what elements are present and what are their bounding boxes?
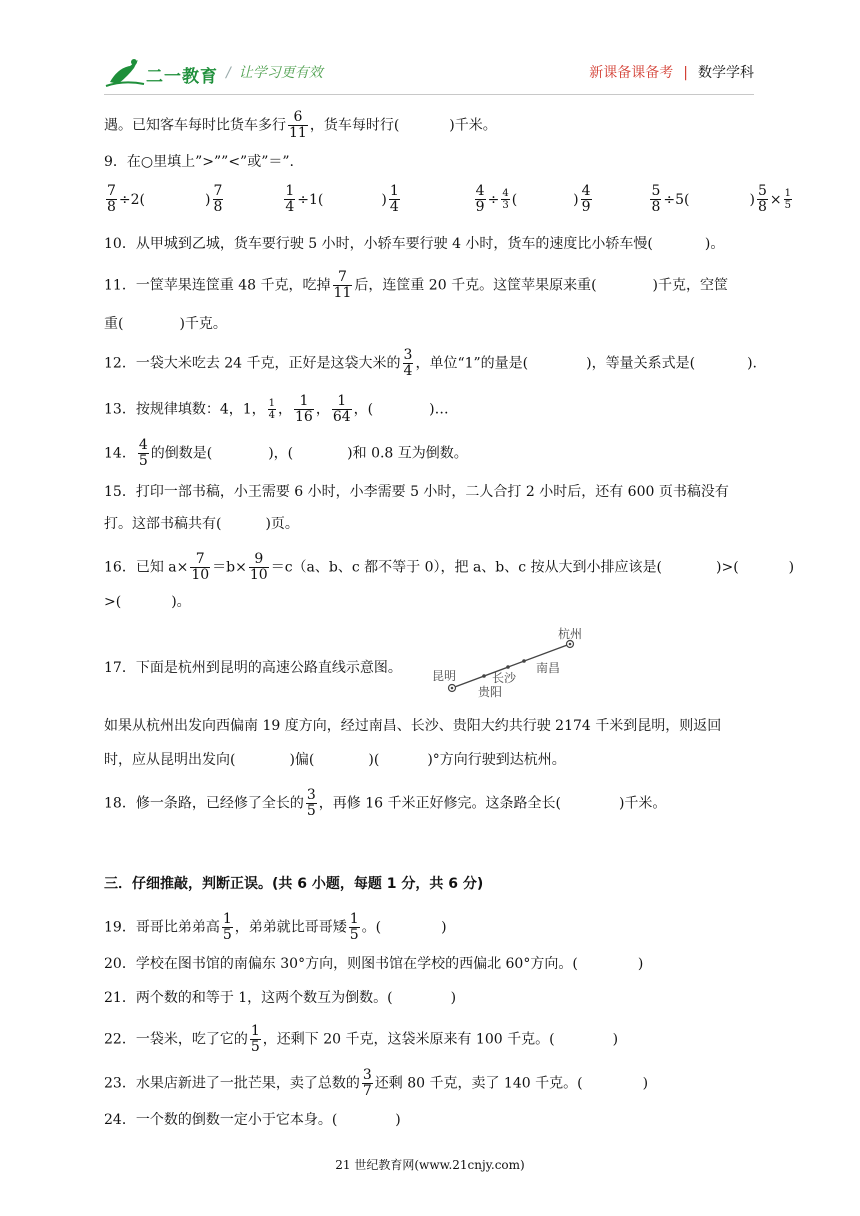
question-17: 17．下面是杭州到昆明的高速公路直线示意图。 (104, 660, 402, 676)
question-19: 19．哥哥比弟弟高 $\frac{1}{5}$ ，弟弟就比哥哥矮 $\frac{1}{5}$ 。( ) (104, 911, 447, 943)
label-kunming: 昆明 (432, 669, 457, 683)
logo-text: 二一教育 (146, 67, 218, 87)
question-24: 24．一个数的倒数一定小于它本身。( ) (104, 1112, 401, 1128)
nanchang-point (522, 659, 526, 663)
label-changsha: 长沙 (492, 671, 517, 685)
label-hangzhou: 杭州 (558, 627, 583, 641)
question-17-cont: 时，应从昆明出发向( )偏( )( )°方向行驶到达杭州。 (104, 752, 566, 768)
question-17-body: 如果从杭州出发向西偏南 19 度方向，经过南昌、长沙、贵阳大约共行驶 2174 千米到昆明，则返回 (104, 718, 722, 734)
q9-item-3: $\frac{4}{9}$ ÷ $\frac{4}{3}$ ( ) $\frac{4}{9}$ (475, 183, 591, 215)
question-22: 22．一袋米，吃了它的 $\frac{1}{5}$ ，还剩下 20 千克，这袋米原来有 100 千克。( ) (104, 1023, 619, 1055)
label-guiyang: 贵阳 (478, 685, 503, 699)
q9-item-4: $\frac{5}{8}$ ÷5( ) $\frac{5}{8}$ × $\frac{1}{5}$ (651, 183, 791, 215)
question-20: 20．学校在图书馆的南偏东 30°方向，则图书馆在学校的西偏北 60°方向。( ) (104, 956, 644, 972)
q9-item-2: $\frac{1}{4}$ ÷1( ) $\frac{1}{4}$ (285, 183, 399, 215)
question-18: 18．修一条路，已经修了全长的 $\frac{3}{5}$ ，再修 16 千米正好修完。这条路全长( )千米。 (104, 787, 667, 819)
question-8: 遇。已知客车每时比货车多行 $\frac{6}{11}$ ，货车每时行( )千米。 (104, 109, 497, 141)
section-3-title: 三．仔细推敲，判断正误。(共 6 小题，每题 1 分，共 6 分) (104, 876, 484, 892)
q9-item-1: $\frac{7}{8}$ ÷2( ) $\frac{7}{8}$ (107, 183, 223, 215)
guiyang-point (482, 674, 486, 678)
highway-diagram (428, 620, 588, 710)
slogan: / 让学习更有效 (226, 65, 323, 81)
question-11: 11．一筐苹果连筐重 48 千克，吃掉 $\frac{7}{11}$ 后，连筐重 20 千克。这筐苹果原来重( )千克，空筐 (104, 269, 729, 301)
question-14: 14． $\frac{4}{5}$ 的倒数是( )，( )和 0.8 互为倒数。 (104, 437, 468, 469)
page-footer: 21 世纪教育网(www.21cnjy.com) (335, 1158, 525, 1172)
question-15: 15．打印一部书稿，小王需要 6 小时，小李需要 5 小时，二人合打 2 小时后，还有 600 页书稿没有 (104, 484, 729, 500)
header-subject: 新课备课备考 | 数学学科 (589, 65, 754, 81)
question-9-items (104, 184, 794, 215)
question-12: 12．一袋大米吃去 24 千克，正好是这袋大米的 $\frac{3}{4}$ ，单位“1”的量是( )，等量关系式是( ). (104, 347, 757, 379)
question-16: 16．已知 a× $\frac{7}{10}$ ＝b× $\frac{9}{10}$ ＝c（a、b、c 都不等于 0），把 a、b、c 按从大到小排应该是( )>( ) (104, 551, 795, 583)
question-10: 10．从甲城到乙城，货车要行驶 5 小时，小轿车要行驶 4 小时，货车的速度比小轿车慢( )。 (104, 236, 725, 252)
question-15-cont: 打。这部书稿共有( )页。 (104, 516, 299, 532)
page-header (0, 0, 860, 100)
question-9-title: 9．在○里填上”>””<”或”＝”. (104, 154, 294, 170)
label-nanchang: 南昌 (536, 661, 561, 675)
question-11-cont: 重( )千克。 (104, 316, 227, 332)
question-21: 21．两个数的和等于 1，这两个数互为倒数。( ) (104, 990, 457, 1006)
question-16-cont: >( )。 (104, 594, 191, 610)
question-23: 23．水果店新进了一批芒果，卖了总数的 $\frac{3}{7}$ 还剩 80 千克，卖了 140 千克。( ) (104, 1067, 649, 1099)
header-divider (104, 94, 754, 95)
question-13: 13．按规律填数：4，1， $\frac{1}{4}$ ， $\frac{1}{16}$ ， $\frac{1}{64}$ ，( )… (104, 393, 449, 425)
changsha-point (506, 665, 510, 669)
